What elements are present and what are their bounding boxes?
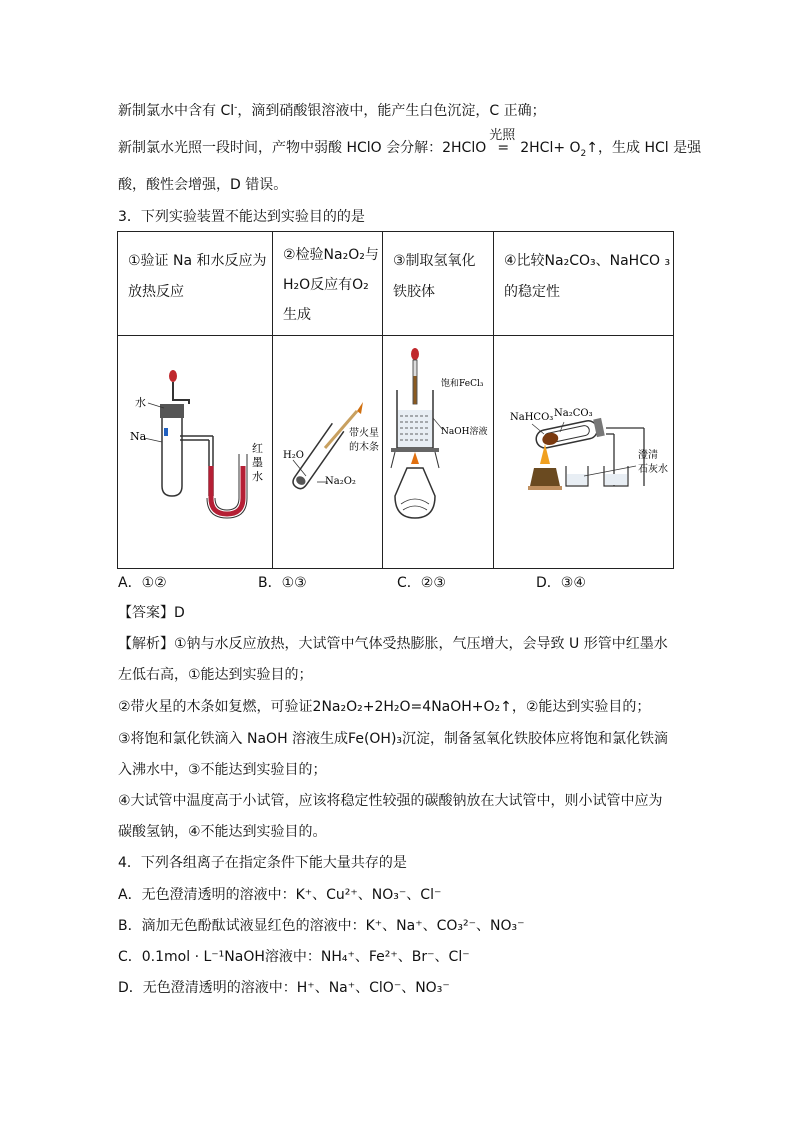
header-text: 的稳定性	[504, 284, 560, 300]
superscript: -	[234, 102, 238, 113]
carbonate-stability-illustration	[494, 336, 674, 564]
apparatus-1	[118, 336, 273, 569]
header-text: 放热反应	[128, 284, 184, 300]
analysis-line-1: 【解析】①钠与水反应放热，大试管中气体受热膨胀，气压增大，会导致 U 形管中红墨水	[118, 636, 668, 652]
header-text: 生成	[283, 307, 311, 323]
table-header-4	[494, 232, 674, 336]
analysis-line-2: 左低右高，①能达到实验目的；	[118, 667, 313, 683]
label-limewater: 石灰水	[638, 464, 668, 475]
text-line-1	[118, 101, 546, 121]
text-segment: 2HCl+ O	[520, 140, 581, 156]
table-header-2	[273, 232, 383, 336]
analysis-line-6: ④大试管中温度高于小试管，应该将稳定性较强的碳酸钠放在大试管中，则小试管中应为	[118, 793, 663, 809]
label-h2o: H₂O	[283, 450, 304, 461]
header-text: ②检验Na₂O₂与	[283, 247, 379, 263]
text-line-3: 酸，酸性会增强，D 错误。	[118, 177, 288, 193]
subscript: 2	[580, 148, 587, 159]
label-naoh: NaOH溶液	[441, 427, 488, 437]
label-red-ink: 墨	[252, 456, 263, 469]
apparatus-2	[273, 336, 383, 569]
question-4-option-d[interactable]: D．无色澄清透明的溶液中：H⁺、Na⁺、ClO⁻、NO₃⁻	[118, 980, 450, 996]
reaction-arrow	[486, 128, 520, 158]
text-segment: ↑，生成 HCl 是强	[586, 140, 702, 156]
header-text: ①验证 Na 和水反应为	[128, 253, 267, 269]
label-na2o2: Na₂O₂	[325, 476, 356, 487]
option-d[interactable]: D．③④	[536, 575, 586, 591]
label-water: 水	[135, 396, 146, 409]
label-red-ink: 水	[252, 470, 263, 483]
answer: 【答案】D	[118, 605, 185, 621]
text-line-2	[118, 128, 702, 159]
label-glowing-stick: 带火星	[349, 428, 379, 439]
analysis-line-3: ②带火星的木条如复燃，可验证2Na₂O₂+2H₂O=4NaOH+O₂↑，②能达到实验目的；	[118, 699, 651, 715]
header-text: ④比较Na₂CO₃、NaHCO ₃	[504, 253, 671, 269]
option-a[interactable]: A．①②	[118, 575, 167, 591]
na-water-apparatus-illustration	[118, 336, 273, 564]
header-text: H₂O反应有O₂	[283, 277, 369, 293]
reaction-condition: 光照	[489, 128, 516, 143]
text-segment: 新制氯水光照一段时间，产物中弱酸 HClO 会分解：2HClO	[118, 140, 487, 156]
header-text: ③制取氢氧化	[393, 253, 476, 269]
question-4-option-a[interactable]: A．无色澄清透明的溶液中：K⁺、Cu²⁺、NO₃⁻、Cl⁻	[118, 887, 442, 903]
text-segment: 新制氯水中含有 Cl	[118, 103, 235, 119]
option-b[interactable]: B．①③	[258, 575, 307, 591]
label-na: Na	[130, 430, 147, 443]
apparatus-4	[494, 336, 674, 569]
question-4-option-b[interactable]: B．滴加无色酚酞试液显红色的溶液中：K⁺、Na⁺、CO₃²⁻、NO₃⁻	[118, 918, 525, 934]
label-glowing-stick: 的木条	[349, 442, 379, 453]
question-4-option-c[interactable]: C．0.1mol · L⁻¹NaOH溶液中：NH₄⁺、Fe²⁺、Br⁻、Cl⁻	[118, 949, 470, 965]
analysis-line-4: ③将饱和氯化铁滴入 NaOH 溶液生成Fe(OH)₃沉淀，制备氢氧化铁胶体应将饱和氯化铁滴	[118, 731, 669, 747]
question-3-stem: 3．下列实验装置不能达到实验目的的是	[118, 209, 365, 225]
apparatus-3	[383, 336, 494, 569]
label-red-ink: 红	[252, 442, 263, 455]
label-limewater: 澄清	[638, 450, 658, 461]
question-4-stem: 4．下列各组离子在指定条件下能大量共存的是	[118, 855, 407, 871]
label-na2co3: Na₂CO₃	[554, 408, 593, 419]
experiment-table	[117, 231, 674, 569]
table-header-3	[383, 232, 494, 336]
option-c[interactable]: C．②③	[397, 575, 446, 591]
table-header-1	[118, 232, 273, 336]
equals-sign: =	[497, 140, 510, 156]
header-text: 铁胶体	[393, 284, 435, 300]
label-nahco3: NaHCO₃	[510, 412, 554, 423]
na2o2-test-illustration	[273, 336, 383, 564]
ferric-hydroxide-colloid-illustration	[383, 336, 494, 564]
analysis-line-5: 入沸水中，③不能达到实验目的；	[118, 762, 327, 778]
label-fecl3: 饱和FeCl₃	[441, 379, 484, 389]
analysis-line-7: 碳酸氢钠，④不能达到实验目的。	[118, 824, 327, 840]
text-segment: ，滴到硝酸银溶液中，能产生白色沉淀，C 正确；	[237, 103, 546, 119]
